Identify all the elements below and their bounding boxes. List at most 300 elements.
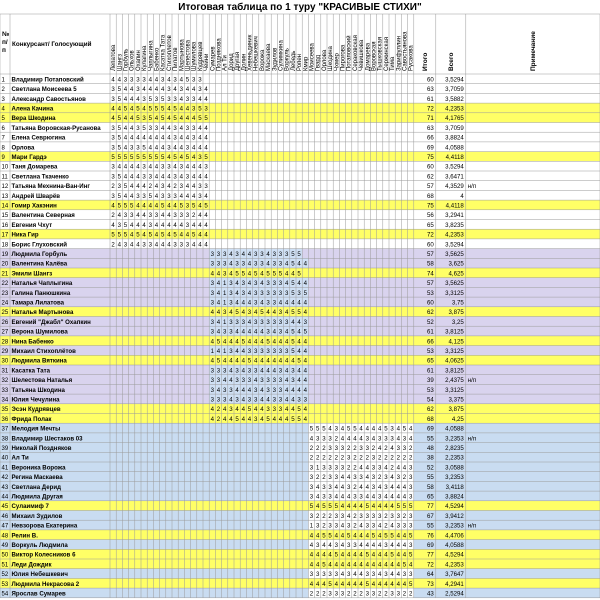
average-score: 3,8235 — [445, 221, 464, 229]
score: 3 — [334, 590, 338, 598]
score: 2 — [216, 406, 221, 414]
score: 3 — [316, 435, 320, 443]
average-score: 3,75 — [451, 299, 464, 307]
score: 5 — [365, 580, 369, 588]
score: 4 — [198, 231, 202, 239]
score: 4 — [136, 241, 140, 249]
score: 4 — [322, 580, 326, 588]
score: 5 — [136, 231, 140, 239]
score: 3 — [235, 396, 239, 404]
judge-header: Шкодина — [328, 46, 335, 71]
total-score: 65 — [427, 493, 434, 501]
score: 3 — [285, 289, 289, 297]
score: 4 — [229, 251, 233, 258]
score: 3 — [353, 542, 357, 549]
score: 3 — [192, 76, 196, 84]
judge-header: Маскаева — [266, 43, 273, 71]
score: 2 — [371, 445, 376, 452]
average-score: 4,2353 — [445, 105, 464, 113]
score: 3 — [396, 445, 400, 452]
score: 4 — [390, 580, 394, 588]
table-row — [0, 443, 600, 453]
score: 3 — [384, 474, 388, 482]
score: 4 — [297, 280, 301, 288]
score: 4 — [396, 561, 400, 569]
score: 5 — [148, 95, 152, 103]
score: 3 — [161, 76, 165, 84]
score: 3 — [260, 318, 264, 326]
score: 4 — [154, 163, 159, 171]
score: 3 — [179, 183, 183, 191]
score: 3 — [272, 280, 276, 288]
score: 4 — [365, 493, 369, 501]
judge-header: Охапин — [135, 50, 142, 71]
score: 3 — [303, 318, 307, 326]
contestant-name: Релин В. — [11, 532, 38, 540]
score: 5 — [204, 154, 208, 161]
score: 4 — [185, 86, 190, 94]
table-row — [0, 239, 600, 249]
score: 4 — [161, 173, 165, 181]
row-number: 43 — [1, 484, 9, 491]
score: 4 — [378, 425, 382, 433]
score: 4 — [396, 483, 400, 491]
total-score: 75 — [427, 154, 434, 161]
score: 4 — [204, 212, 208, 220]
score: 4 — [402, 493, 407, 501]
score: 4 — [353, 571, 357, 579]
contestant-name: Людмила Вяткина — [11, 357, 67, 365]
score: 3 — [278, 377, 283, 385]
score: 4 — [390, 571, 394, 579]
score: 4 — [229, 367, 233, 375]
average-score: 4,0625 — [445, 357, 464, 365]
judge-header: Зарифуллин — [396, 35, 403, 71]
judge-header: Домарева — [365, 42, 372, 71]
score: 4 — [179, 105, 183, 113]
score: 3 — [235, 318, 239, 326]
score: 3 — [254, 280, 258, 288]
total-score: 68 — [427, 415, 434, 423]
score: 3 — [328, 483, 332, 491]
score: 4 — [142, 202, 146, 210]
judge-header: Хевеньдиник — [247, 34, 254, 71]
score: 3 — [384, 542, 388, 549]
score: 5 — [142, 154, 146, 161]
score: 5 — [409, 580, 413, 588]
table-row — [0, 152, 600, 162]
score: 4 — [316, 551, 320, 559]
score: 4 — [130, 115, 134, 123]
score: 4 — [384, 503, 388, 511]
score: 1 — [309, 522, 314, 530]
score: 4 — [123, 163, 128, 171]
score: 3 — [111, 124, 115, 132]
score: 3 — [402, 571, 407, 579]
score: 3 — [291, 377, 295, 385]
average-score: 3,7059 — [445, 86, 464, 94]
score: 3 — [266, 377, 270, 385]
score: 2 — [148, 183, 152, 191]
score: 5 — [297, 270, 301, 278]
total-score: 60 — [427, 241, 434, 249]
score: 2 — [111, 183, 115, 191]
score: 4 — [111, 202, 115, 210]
score: 4 — [359, 532, 363, 540]
score: 3 — [353, 493, 357, 501]
score: 2 — [347, 590, 351, 598]
score: 4 — [229, 338, 233, 346]
table-row — [0, 520, 600, 530]
score: 4 — [365, 483, 369, 491]
score: 4 — [198, 163, 202, 171]
score: 4 — [260, 367, 264, 375]
score: 5 — [402, 561, 407, 569]
row-number: 34 — [1, 397, 9, 404]
score: 4 — [167, 124, 171, 132]
score: 3 — [185, 212, 190, 220]
score: 5 — [117, 124, 121, 132]
total-score: 72 — [427, 231, 434, 239]
score: 2 — [216, 415, 221, 423]
score: 4 — [359, 425, 363, 433]
score: 3 — [266, 406, 270, 414]
score: 5 — [123, 231, 128, 239]
score: 4 — [210, 406, 214, 414]
score: 3 — [204, 183, 208, 191]
score: 4 — [340, 474, 345, 482]
score: 4 — [409, 561, 413, 569]
average-score: 3,7059 — [445, 124, 464, 132]
judge-header: Зудилов — [272, 47, 279, 71]
score: 4 — [359, 561, 363, 569]
score: 4 — [198, 212, 202, 220]
contestant-name: Гомир Хакэнин — [11, 202, 57, 210]
table-row — [0, 549, 600, 559]
row-number: 22 — [1, 281, 9, 288]
score: 3 — [223, 386, 227, 394]
score: 4 — [371, 542, 376, 549]
score: 4 — [161, 221, 165, 229]
contestant-name: Валентина Северная — [11, 212, 75, 220]
score: 4 — [371, 561, 376, 569]
score: 4 — [130, 173, 134, 181]
row-number: 47 — [1, 523, 9, 530]
score: 4 — [272, 338, 276, 346]
score: 4 — [359, 571, 363, 579]
score: 4 — [371, 580, 376, 588]
judge-header: Русакова — [408, 45, 415, 71]
score: 4 — [241, 251, 245, 258]
score: 3 — [371, 474, 376, 482]
score: 4 — [365, 532, 369, 540]
score: 2 — [365, 454, 369, 462]
score: 3 — [309, 512, 314, 520]
score: 3 — [111, 192, 115, 200]
score: 2 — [334, 454, 338, 462]
judge-header: Чаплыгина — [148, 40, 155, 71]
score: 3 — [136, 86, 140, 94]
score: 4 — [297, 348, 301, 355]
score: 3 — [192, 124, 196, 132]
score: 4 — [353, 435, 357, 443]
total-score: 74 — [427, 270, 434, 278]
score: 4 — [179, 192, 183, 200]
judge-header: Кулагина — [142, 45, 149, 71]
score: 3 — [371, 590, 376, 598]
score: 3 — [272, 289, 276, 297]
score: 4 — [154, 115, 159, 123]
score: 4 — [210, 415, 214, 423]
score: 4 — [359, 483, 363, 491]
score: 4 — [297, 328, 301, 336]
score: 3 — [278, 289, 283, 297]
score: 4 — [396, 464, 400, 472]
total-score: 76 — [427, 532, 434, 540]
score: 4 — [254, 338, 258, 346]
contestant-name: Верона Шумилова — [11, 328, 68, 336]
score: 5 — [247, 406, 252, 414]
average-score: 4,625 — [448, 270, 464, 278]
score: 3 — [328, 435, 332, 443]
score: 5 — [204, 115, 208, 123]
contestant-name: Михаил Стихоплётов — [11, 348, 76, 355]
judge-header: Тима — [390, 56, 397, 71]
score: 4 — [185, 163, 190, 171]
score: 4 — [316, 503, 320, 511]
average-score: 3,8824 — [445, 493, 464, 501]
row-number: 2 — [1, 87, 5, 94]
score: 5 — [402, 425, 407, 433]
score: 3 — [254, 386, 258, 394]
note: н/п — [467, 435, 477, 443]
score: 4 — [216, 309, 221, 317]
score: 3 — [297, 396, 301, 404]
score: 4 — [266, 309, 270, 317]
score: 4 — [123, 86, 128, 94]
score: 5 — [303, 328, 307, 336]
score: 4 — [260, 280, 264, 288]
score: 3 — [247, 348, 252, 355]
score: 4 — [192, 173, 196, 181]
score: 4 — [204, 144, 208, 152]
score: 3 — [278, 348, 283, 355]
score: 3 — [272, 318, 276, 326]
table-row — [0, 452, 600, 462]
total-score: 38 — [427, 454, 434, 462]
score: 3 — [111, 86, 115, 94]
score: 5 — [130, 202, 134, 210]
score: 2 — [359, 454, 363, 462]
score: 5 — [111, 231, 115, 239]
score: 4 — [359, 542, 363, 549]
score: 4 — [247, 299, 252, 307]
score: 5 — [117, 231, 121, 239]
average-score: 3,375 — [448, 396, 464, 404]
score: 3 — [111, 163, 115, 171]
score: 4 — [303, 386, 307, 394]
score: 5 — [390, 551, 394, 559]
contestant-name: Невзорова Екатерина — [11, 522, 78, 530]
score: 5 — [216, 338, 221, 346]
score: 2 — [353, 454, 357, 462]
contestant-name: Вера Шкодина — [11, 115, 56, 123]
score: 3 — [216, 251, 221, 258]
score: 4 — [216, 386, 221, 394]
score: 3 — [272, 299, 276, 307]
score: 3 — [334, 425, 338, 433]
score: 3 — [185, 221, 190, 229]
score: 4 — [247, 318, 252, 326]
score: 4 — [285, 328, 289, 336]
score: 2 — [316, 590, 320, 598]
score: 5 — [266, 338, 270, 346]
score: 4 — [142, 221, 146, 229]
score: 5 — [123, 183, 128, 191]
row-number: 23 — [1, 290, 9, 297]
average-score: 3,875 — [448, 309, 464, 317]
score: 3 — [409, 512, 413, 520]
row-number: 9 — [1, 155, 5, 161]
judge-header: Сержинская — [383, 36, 390, 71]
score: 2 — [402, 512, 407, 520]
score: 5 — [291, 251, 295, 258]
score: 4 — [297, 318, 301, 326]
score: 3 — [347, 454, 351, 462]
score: 2 — [409, 445, 413, 452]
row-number: 48 — [1, 533, 9, 540]
score: 4 — [167, 212, 171, 220]
score: 3 — [266, 386, 270, 394]
score: 4 — [285, 338, 289, 346]
score: 3 — [334, 445, 338, 452]
total-score: 66 — [427, 338, 434, 346]
contestant-name: Сулаимиф 7 — [11, 503, 49, 511]
score: 4 — [179, 221, 183, 229]
score: 3 — [297, 289, 301, 297]
score: 3 — [123, 76, 128, 84]
table-row — [0, 530, 600, 540]
score: 3 — [384, 483, 388, 491]
average-score: 4,4706 — [445, 532, 464, 540]
score: 4 — [285, 270, 289, 278]
score: 4 — [204, 95, 208, 103]
table-row — [0, 540, 600, 550]
score: 5 — [148, 154, 152, 161]
score: 3 — [173, 241, 177, 249]
score: 5 — [179, 202, 183, 210]
score: 4 — [266, 396, 270, 404]
score: 4 — [396, 435, 400, 443]
score: 5 — [316, 425, 320, 433]
score: 3 — [167, 163, 171, 171]
average-score: 3,4118 — [445, 483, 464, 491]
score: 5 — [161, 231, 165, 239]
score: 5 — [297, 415, 301, 423]
score: 4 — [266, 251, 270, 258]
score: 3 — [154, 124, 159, 132]
score: 2 — [353, 590, 357, 598]
score: 4 — [154, 202, 159, 210]
score: 4 — [390, 493, 394, 501]
score: 4 — [142, 105, 146, 113]
score: 3 — [210, 328, 214, 336]
score: 4 — [371, 493, 376, 501]
row-number: 15 — [1, 213, 9, 220]
score: 4 — [235, 386, 239, 394]
table-row — [0, 190, 600, 200]
score: 4 — [285, 415, 289, 423]
score: 4 — [247, 289, 252, 297]
judge-header: Другая — [235, 52, 242, 71]
score: 3 — [278, 318, 283, 326]
total-score: 60 — [427, 76, 434, 84]
score: 3 — [229, 386, 233, 394]
score: 4 — [272, 357, 276, 365]
score: 2 — [396, 454, 400, 462]
total-score: 57 — [427, 251, 434, 258]
score: 4 — [316, 532, 320, 540]
score: 4 — [142, 134, 146, 142]
contestant-name: Татьяна Мехнина-Ван-Инг — [11, 183, 90, 191]
score: 5 — [322, 561, 326, 569]
score: 3 — [378, 493, 382, 501]
score: 4 — [247, 251, 252, 258]
judge-header: Пилатов — [173, 47, 180, 71]
score: 3 — [204, 105, 208, 113]
judge-header: Пирогова — [340, 44, 347, 71]
page-title: Итоговая таблица по 1 туру "КРАСИВЫЕ СТИХИ" — [178, 2, 422, 13]
average-score: 3,5294 — [445, 76, 464, 84]
score: 3 — [254, 367, 258, 375]
score: 3 — [371, 483, 376, 491]
score: 4 — [198, 95, 202, 103]
score: 3 — [409, 493, 413, 501]
score: 4 — [328, 551, 332, 559]
total-score: 66 — [427, 134, 434, 142]
score: 4 — [347, 561, 351, 569]
score: 4 — [291, 299, 295, 307]
score: 3 — [359, 493, 363, 501]
judge-header: Чейни — [204, 53, 211, 71]
score: 3 — [409, 464, 413, 472]
score: 5 — [384, 425, 388, 433]
score: 4 — [167, 115, 171, 123]
score: 3 — [365, 590, 369, 598]
average-score: 3,6471 — [445, 173, 464, 181]
score: 4 — [260, 396, 264, 404]
score: 5 — [117, 86, 121, 94]
score: 4 — [117, 241, 121, 249]
average-score: 3,625 — [448, 260, 464, 268]
score: 5 — [309, 503, 314, 511]
score: 5 — [142, 124, 146, 132]
score: 3 — [347, 522, 351, 530]
score: 4 — [247, 328, 252, 336]
score: 4 — [142, 231, 146, 239]
score: 4 — [254, 328, 258, 336]
score: 4 — [167, 173, 171, 181]
score: 4 — [365, 425, 369, 433]
score: 4 — [247, 280, 252, 288]
score: 5 — [328, 532, 332, 540]
row-number: 14 — [1, 203, 9, 210]
score: 5 — [192, 202, 196, 210]
judge-header: Кудрявцев — [197, 41, 204, 71]
score: 5 — [204, 202, 208, 210]
score: 4 — [322, 542, 326, 549]
score: 4 — [154, 221, 159, 229]
